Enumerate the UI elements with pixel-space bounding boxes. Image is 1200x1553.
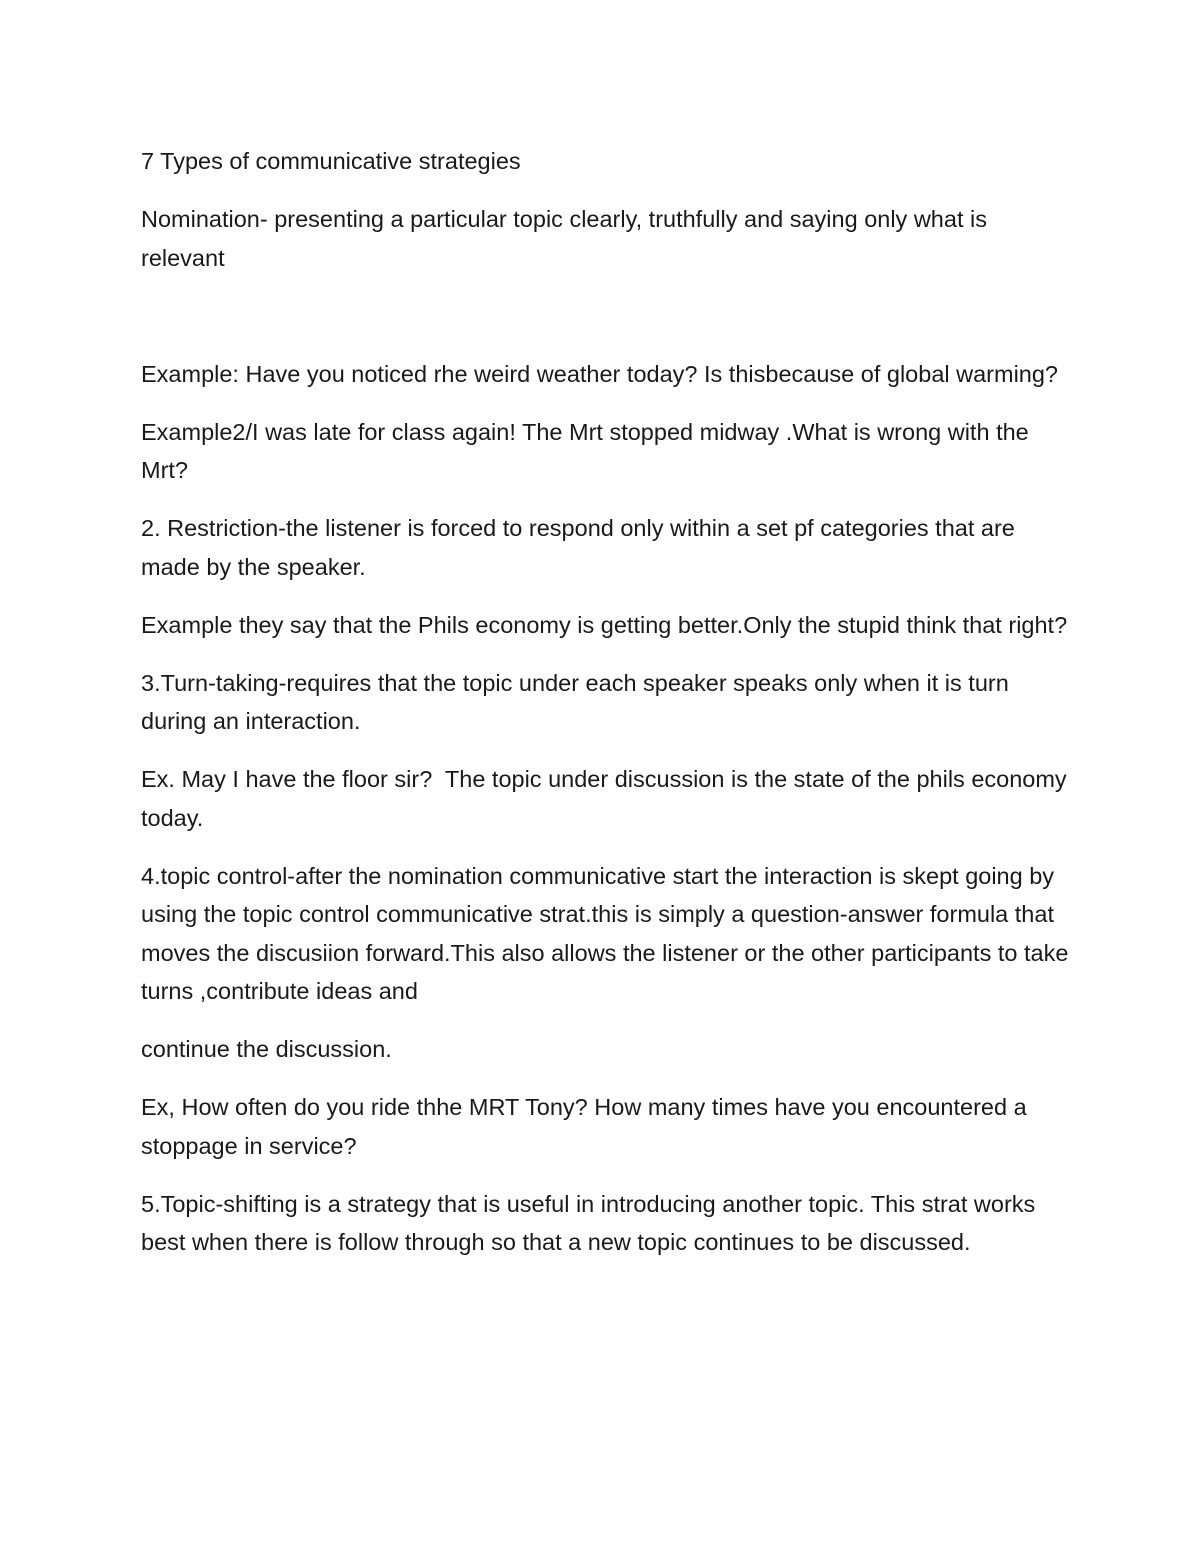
paragraph-nomination: Nomination- presenting a particular topic clearly, truthfully and saying only what is relevant — [141, 206, 994, 271]
paragraph-turn-taking-example: Ex. May I have the floor sir? The topic under discussion is the state of the phils economy today. — [141, 766, 1074, 831]
paragraph-topic-control-example: Ex, How often do you ride thhe MRT Tony? How many times have you encountered a stoppage in service? — [141, 1094, 1034, 1159]
paragraph-restriction-example: Example they say that the Phils economy is getting better.Only the stupid think that right? — [141, 611, 1068, 638]
paragraph-example-1: Example: Have you noticed rhe weird weather today? Is thisbecause of global warming? — [141, 360, 1059, 387]
paragraph-topic-control: 4.topic control-after the nomination communicative start the interaction is skept going by using the topic control communicative strat.this is simply a question-answer formula that moves the discusiion forward.This also allows the listener or the other participants to take turns ,contribute ideas and — [141, 862, 1075, 1004]
document-body — [141, 142, 1075, 1281]
blank-line — [141, 297, 1071, 355]
paragraph-topic-control-continued: continue the discussion. — [141, 1036, 392, 1062]
paragraph-restriction: 2. Restriction-the listener is forced to respond only within a set pf categories that are made by the speaker. — [141, 515, 1022, 580]
paragraph-turn-taking: 3.Turn-taking-requires that the topic under each speaker speaks only when it is turn during an interaction. — [141, 669, 1016, 734]
document-title: 7 Types of communicative strategies — [141, 148, 521, 174]
paragraph-topic-shifting: 5.Topic-shifting is a strategy that is useful in introducing another topic. This strat works best when there is follow through so that a new topic continues to be discussed. — [141, 1190, 1042, 1255]
paragraph-example-2: Example2/I was late for class again! The Mrt stopped midway .What is wrong with the Mrt? — [141, 418, 1036, 483]
